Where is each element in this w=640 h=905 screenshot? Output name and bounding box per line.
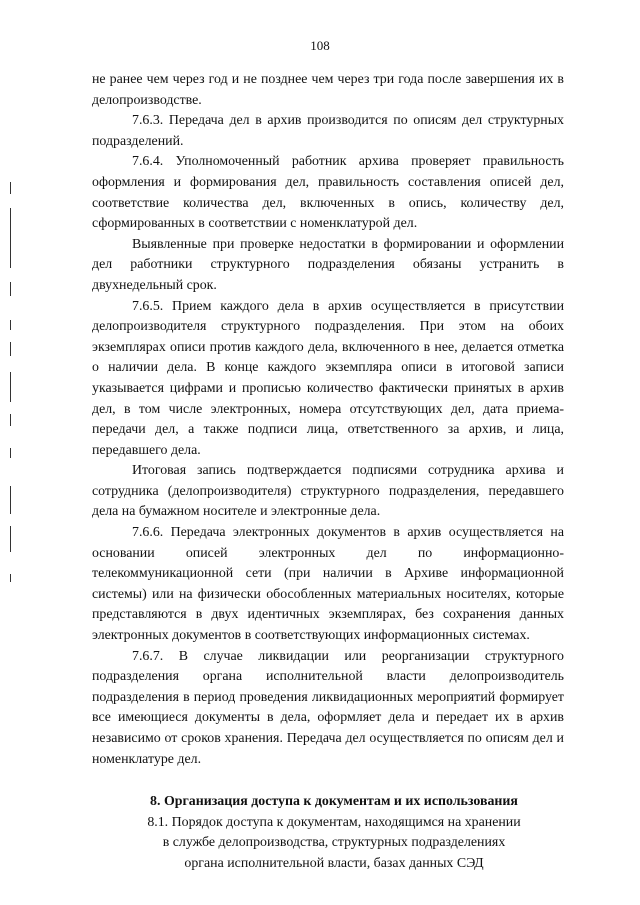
margin-mark <box>10 342 11 356</box>
subsection-heading <box>92 813 564 875</box>
margin-mark <box>10 486 11 514</box>
margin-mark <box>10 526 11 552</box>
paragraph: Итоговая запись подтверждается подписями сотрудника архива и сотрудника (делопроизводителя) структурного подразделения, передавшего дела на бумажном носителе и электронные дела. <box>92 463 564 520</box>
paragraph: 7.6.6. Передача электронных документов в архив осуществляется на основании описей электронных дел по информационно-телекоммуникационной сети (при наличии в Архиве информационной системы) или на физически обособленных материальных носителях, которые представляются в двух идентичных экземплярах, без сохранения данных электронных документов в соответствующих информационных системах. <box>92 525 564 644</box>
margin-mark <box>10 372 11 402</box>
paragraph: 7.6.5. Прием каждого дела в архив осуществляется в присутствии делопроизводителя структурного подразделения. При этом на обоих экземплярах описи против каждого дела, включенного в нее, делается отметка о наличии дела. В конце каждого экземпляра описи в итоговой записи указывается цифрами и прописью количество фактически принятых в архив дел, в том числе электронных, номера отсутствующих дел, дата приема-передачи дел, а также подписи лица, ответственного за архив, и лица, передавшего дела. <box>92 298 564 458</box>
margin-mark <box>10 208 11 268</box>
margin-mark <box>10 182 11 194</box>
margin-mark <box>10 414 11 426</box>
section-spacer <box>92 770 564 792</box>
paragraph: не ранее чем через год и не позднее чем через три года после завершения их в делопроизводстве. <box>92 72 564 108</box>
document-body <box>92 70 564 875</box>
subsection-heading-line: 8.1. Порядок доступа к документам, находящимся на хранении <box>147 814 521 830</box>
margin-mark <box>10 320 11 330</box>
paragraph: 7.6.4. Уполномоченный работник архива проверяет правильность оформления и формирования дел, правильность составления описей дел, соответствие количества дел, включенных в опись, количеству дел, сформированных в соответствии с номенклатурой дел. <box>92 154 564 232</box>
margin-mark <box>10 574 11 582</box>
section-heading: 8. Организация доступа к документам и их использования <box>150 794 518 810</box>
margin-mark <box>10 448 11 458</box>
subsection-heading-line: органа исполнительной власти, базах данных СЭД <box>184 855 484 871</box>
paragraph: 7.6.3. Передача дел в архив производится по описям дел структурных подразделений. <box>92 113 564 149</box>
margin-mark <box>10 282 11 296</box>
scan-margin-marks <box>0 0 20 905</box>
paragraph: Выявленные при проверке недостатки в формировании и оформлении дел работники структурного подразделения обязаны устранить в двухнедельный срок. <box>92 236 564 293</box>
subsection-heading-line: в службе делопроизводства, структурных подразделениях <box>162 835 506 851</box>
paragraph: 7.6.7. В случае ликвидации или реорганизации структурного подразделения органа исполнительной власти делопроизводитель подразделения в период проведения ликвидационных мероприятий формирует все имеющиеся документы в дела, оформляет дела и передает их в архив независимо от сроков хранения. Передача дел осуществляется по описям дел и номенклатуре дел. <box>92 648 564 767</box>
page-number: 108 <box>310 38 330 53</box>
